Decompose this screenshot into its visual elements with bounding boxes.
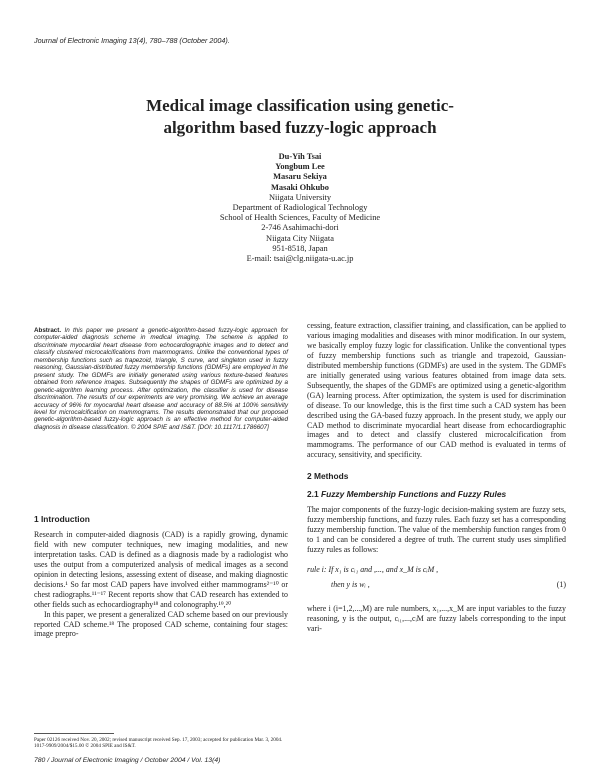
right-column-body	[307, 321, 566, 634]
page-footer: 780 / Journal of Electronic Imaging / October 2004 / Vol. 13(4)	[34, 757, 221, 764]
section-heading-methods: 2 Methods	[307, 471, 349, 482]
affiliation-line: Department of Radiological Technology	[232, 203, 368, 213]
journal-header: Journal of Electronic Imaging 13(4), 780–788 (October 2004).	[34, 36, 230, 45]
affiliation-line: School of Health Sciences, Faculty of Medicine	[219, 213, 381, 223]
intro-paragraph-1: Research in computer-aided diagnosis (CAD) is a rapidly growing, dynamic field with new computer techniques, new imaging modalities, and new interpretation tasks. CAD is defined as a diagnosis made by a radiologist who uses the output from a computerized analysis of medical images as a second opinion in detecting lesions, assessing extent of disease, and making diagnostic decisions.¹ So far most CAD papers have involved either mammograms²⁻¹⁰ or chest radiographs.¹¹⁻¹⁷ Recent reports show that CAD research has extended to other fields such as echocardiography¹⁸ and colonography.¹⁹,²⁰	[34, 529, 288, 609]
footnote-line: Paper 02126 received Nov. 20, 2002; revised manuscript received Sep. 17, 2003; accepted for publication Mar. 3, 2004.	[34, 737, 283, 743]
equation-rule: rule i: If x₁ is cᵢ₁ and ,..., and x_M is cᵢM ,	[307, 565, 439, 575]
methods-paragraph-2: where i (i=1,2,...,M) are rule numbers, x₁,...,x_M are input variables to the fuzzy reasoning, y is the output, cᵢ₁,...,cᵢM are fuzzy labels corresponding to the input vari-	[307, 604, 566, 633]
author-name: Masaru Sekiya	[273, 172, 327, 182]
equation-then-line	[307, 580, 566, 604]
section-heading-introduction: 1 Introduction	[34, 514, 90, 524]
subsection-title: Fuzzy Membership Functions and Fuzzy Rules	[320, 489, 507, 500]
footnote	[34, 737, 288, 750]
author-name: Masaki Ohkubo	[271, 182, 329, 192]
equation-rule-line	[307, 565, 566, 580]
author-name: Du-Yih Tsai	[278, 152, 322, 161]
intro-paragraph-2: In this paper, we present a generalized CAD scheme based on our previously reported CAD scheme.¹⁸ The proposed CAD scheme, containing four stages: image prepro-	[34, 609, 288, 639]
paper-title	[60, 95, 540, 139]
footnote-line: 1017-9909/2004/$15.00 © 2004 SPIE and IS&T.	[34, 743, 136, 750]
title-line-2: algorithm based fuzzy-logic approach	[163, 118, 437, 137]
affiliation-line: Niigata University	[268, 192, 332, 202]
left-column-body	[34, 515, 288, 639]
continued-paragraph: cessing, feature extraction, classifier training, and classification, can be applied to various imaging modalities and diseases with minor modification. In our system, we basically employ fuzzy logic for classification. Unlike the conventional types of fuzzy membership functions such as triangle and trapezoid, Gaussian-distributed membership functions (GDMFs) are used in the system. The GDMFs are initially generated using various features obtained from image data sets. Subsequently, the shapes of the GDMFs are optimized using a genetic-algorithm (GA) learning process. After optimization, the system is used for discrimination of disease. To our knowledge, this is the first time such a CAD system has been described using the GA-based fuzzy approach. In the present study, we apply our CAD method to discriminate myocardial heart disease from echocardiographic images and to detect and classify clustered microcalcification from mammograms. The performance of our CAD method is evaluated in terms of accuracy, sensitivity, and specificity.	[307, 321, 566, 460]
abstract	[34, 327, 288, 431]
author-block	[150, 152, 450, 264]
title-line-1: Medical image classification using genetic-	[146, 96, 454, 115]
equation-then: then y is wᵢ ,	[331, 580, 370, 590]
subsection-heading	[307, 490, 566, 500]
email-line: E-mail: tsai@clg.niigata-u.ac.jp	[246, 254, 354, 264]
equation-number: (1)	[556, 580, 566, 590]
affiliation-line: 2-746 Asahimachi-dori	[261, 223, 339, 233]
author-name: Yongbum Lee	[275, 162, 325, 172]
abstract-copyright: © 2004 SPIE and IS&T. [DOI: 10.1117/1.1786607]	[130, 423, 269, 431]
methods-paragraph-1: The major components of the fuzzy-logic decision-making system are fuzzy sets, fuzzy membership functions, and fuzzy rules. Each fuzzy set has a corresponding fuzzy membership function. The value of the membership function ranges from 0 to 1 and can be considered a degree of truth. The current study uses simplified fuzzy rules as follows:	[307, 505, 566, 555]
abstract-label: Abstract.	[34, 327, 62, 334]
affiliation-line: 951-8518, Japan	[272, 243, 328, 253]
affiliation-line: Niigata City Niigata	[266, 233, 334, 243]
subsection-number: 2.1	[307, 489, 319, 500]
abstract-text: In this paper we present a genetic-algorithm-based fuzzy-logic approach for computer-aided diagnosis scheme in medical imaging. The scheme is applied to discriminate myocardial heart disease from echocardiographic images and to detect and classify clustered microcalcifications from mammograms. Unlike the conventional types of membership functions such as trapezoid, triangle, S curve, and singleton used in fuzzy reasoning, Gaussian-distributed fuzzy membership functions (GDMFs) are employed in the present study. The GDMFs are initially generated using various texture-based features obtained from reference images. Subsequently the shapes of GDMFs are optimized by a genetic-algorithm learning process. After optimization, the classifier is used for disease discrimination. The results of our experiments are very promising. We achieve an average accuracy of 96% for myocardial heart disease and accuracy of 88.5% at 100% sensitivity level for microcalcification on mammograms. The results demonstrated that our proposed genetic-algorithm-based fuzzy-logic approach is an effective method for computer-aided diagnosis in disease classification.	[34, 327, 288, 431]
footnote-rule	[34, 733, 114, 734]
